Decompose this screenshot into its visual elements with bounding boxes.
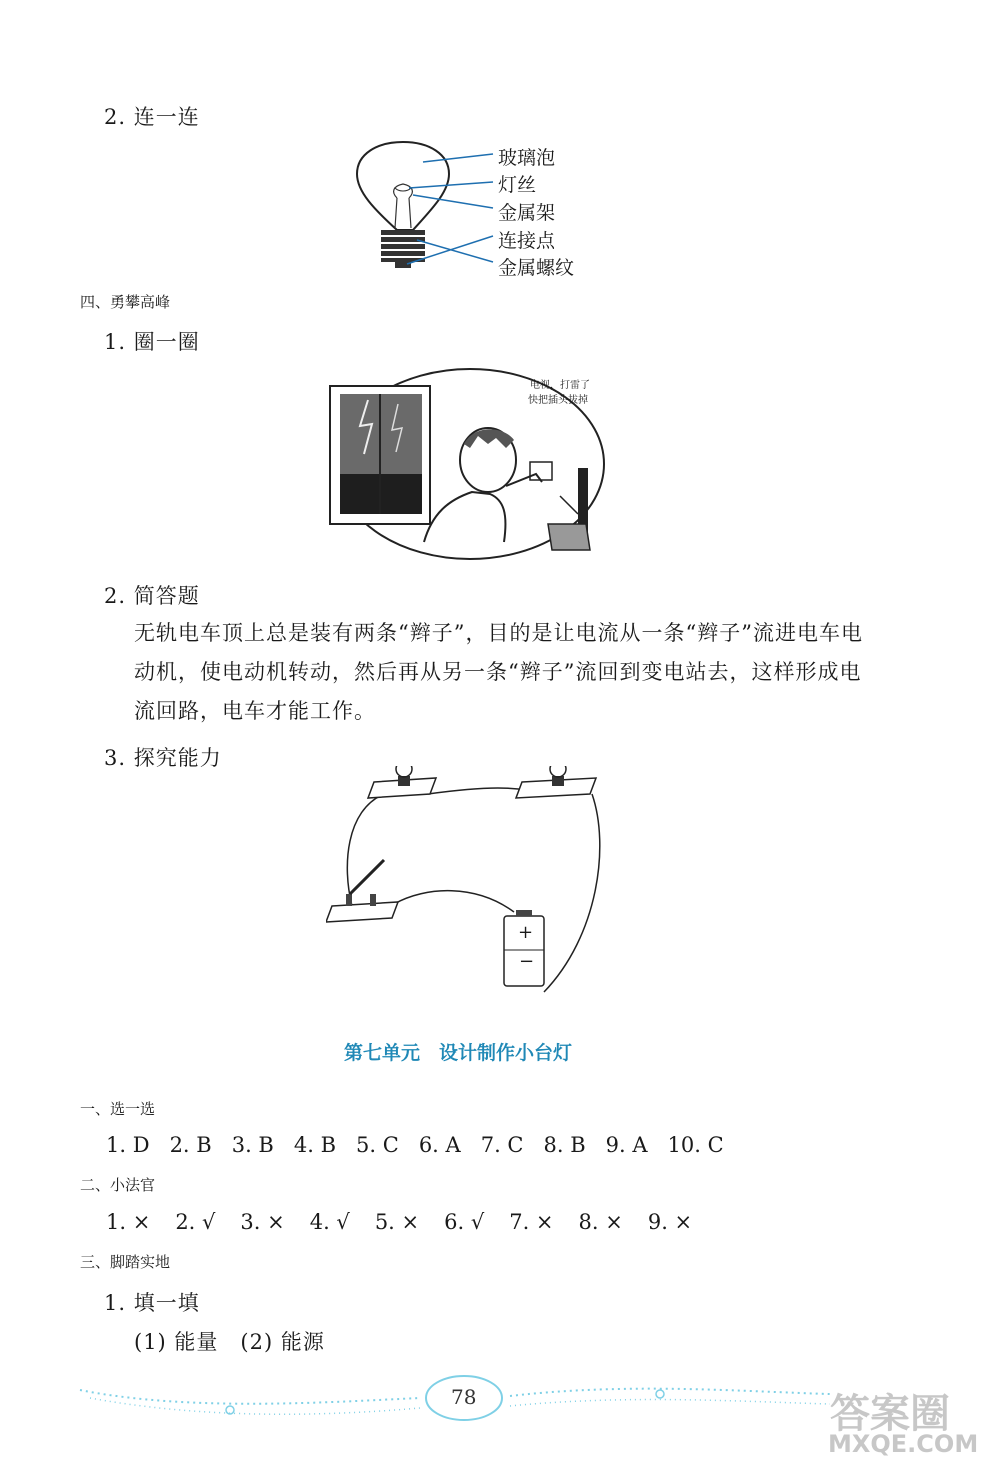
question-title: 2. 连一连 bbox=[104, 105, 200, 129]
answer-item: 8. B bbox=[543, 1133, 586, 1157]
question-title: 1. 填一填 bbox=[104, 1291, 200, 1315]
choice-answers bbox=[106, 1133, 744, 1157]
answer-item: 9. × bbox=[647, 1210, 693, 1234]
section-heading: 二、小法官 bbox=[80, 1176, 156, 1194]
bulb-label: 金属架 bbox=[498, 202, 556, 224]
answer-item: 2. √ bbox=[175, 1210, 216, 1234]
section-heading: 四、勇攀高峰 bbox=[80, 293, 171, 311]
answer-item: 5. C bbox=[356, 1133, 399, 1157]
section-heading: 三、脚踏实地 bbox=[80, 1253, 171, 1271]
answer-item: 7. × bbox=[509, 1210, 554, 1234]
question-title: 3. 探究能力 bbox=[104, 746, 222, 770]
judge-answers bbox=[106, 1210, 717, 1234]
answer-item: 6. √ bbox=[444, 1210, 485, 1234]
answer-item: 1. × bbox=[106, 1210, 151, 1234]
answer-item: 9. A bbox=[605, 1133, 648, 1157]
answer-item: 3. × bbox=[240, 1210, 285, 1234]
speech-text: 快把插头拔掉 bbox=[528, 395, 588, 406]
answer-item: 6. A bbox=[418, 1133, 461, 1157]
bulb-label: 连接点 bbox=[498, 230, 556, 252]
answer-item: 10. C bbox=[667, 1133, 724, 1157]
watermark-site: MXQE.COM bbox=[828, 1430, 979, 1458]
answer-item: 4. B bbox=[293, 1133, 337, 1157]
speech-text: 电视，打雷了 bbox=[530, 380, 590, 391]
question-title: 1. 圈一圈 bbox=[104, 330, 200, 354]
answer-item: 8. × bbox=[578, 1210, 623, 1234]
answer-item: 5. × bbox=[374, 1210, 420, 1234]
bulb-label: 金属螺纹 bbox=[498, 257, 575, 279]
answer-item: 1. D bbox=[106, 1133, 150, 1157]
bulb-label: 玻璃泡 bbox=[498, 147, 556, 169]
question-title: 2. 简答题 bbox=[104, 584, 200, 608]
answer-item: 2. B bbox=[169, 1133, 212, 1157]
answer-paragraph: 无轨电车顶上总是装有两条“辫子”，目的是让电流从一条“辫子”流进电车电动机，使电动机转动，然后再从另一条“辫子”流回到变电站去，这样形成电流回路，电车才能工作。 bbox=[134, 621, 863, 723]
answer-item: 7. C bbox=[480, 1133, 524, 1157]
page-number: 78 bbox=[451, 1385, 477, 1409]
answer-item: 3. B bbox=[231, 1133, 274, 1157]
watermark-logo: 答案圈 bbox=[830, 1391, 950, 1437]
answer-item: 4. √ bbox=[309, 1210, 350, 1234]
unit-title: 第七单元 设计制作小台灯 bbox=[344, 1042, 573, 1064]
circuit-diagram bbox=[326, 766, 622, 998]
bulb-label: 灯丝 bbox=[498, 174, 537, 196]
fill-answer: (1) 能量 (2) 能源 bbox=[134, 1330, 325, 1354]
battery-minus: − bbox=[519, 951, 535, 972]
battery-plus: + bbox=[518, 922, 534, 943]
section-heading: 一、选一选 bbox=[80, 1100, 156, 1118]
